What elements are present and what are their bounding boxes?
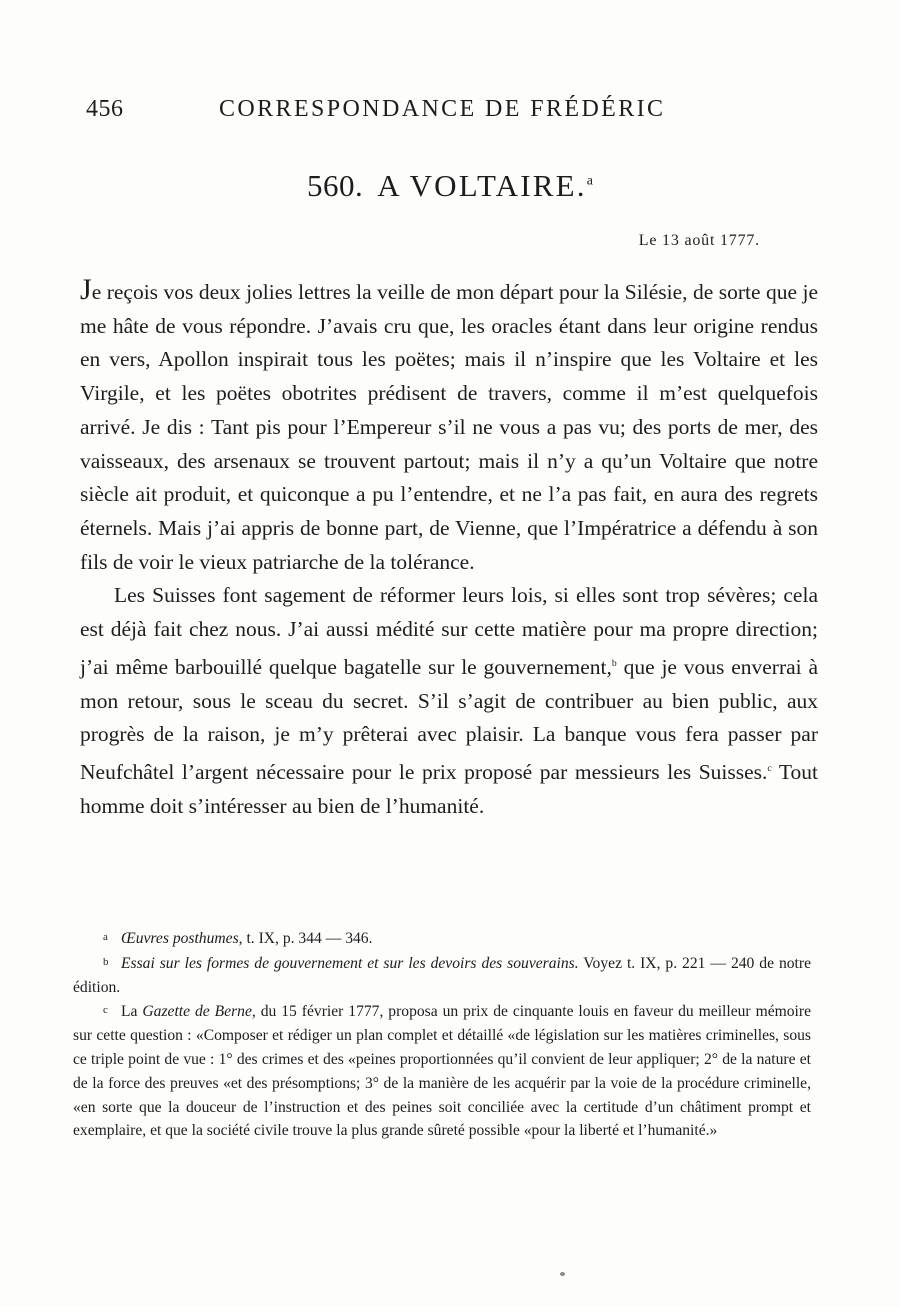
dateline: Le 13 août 1777. (638, 232, 760, 249)
footnote-a (73, 926, 811, 951)
footnote-c (73, 999, 811, 1143)
paragraph-1: Je reçois vos deux jolies lettres la veille de mon départ pour la Silésie, de sorte que je me hâte de vous répondre. J’avais cru que, les oracles étant dans leur origine rendus en vers, Apollon inspirait tous les poëtes; mais il n’inspire que les Voltaire et les Virgile, et les poëtes obotrites prédisent de travers, comme il m’est quelquefois arrivé. Je dis : Tant pis pour l’Empereur s’il ne vous a pas vu; des ports de mer, des vaisseaux, des arsenaux se trouvent partout; mais il n’y a qu’un Voltaire que notre siècle ait produit, et quiconque a pu l’entendre, et ne l’a pas fait, en aura des regrets éternels. Mais j’ai appris de bonne part, de Vienne, que l’Impératrice a défendu à son fils de voir le vieux patriarche de la tolérance. (80, 273, 818, 574)
footnote-marker: a (103, 931, 108, 943)
ink-speck (560, 1272, 565, 1276)
footnote-ref-c: c (767, 763, 772, 774)
footnote-marker: c (103, 1004, 108, 1017)
footnote-italic: Essai sur les formes de gouvernement et sur les devoirs des souverains. (121, 954, 579, 972)
footnote-italic: Gazette de Berne, (142, 1003, 256, 1021)
letter-number: 560. (307, 168, 364, 203)
footnote-ref-a: a (586, 173, 593, 189)
letter-heading (0, 168, 900, 204)
running-head (86, 96, 826, 130)
paragraph-2 (80, 579, 818, 823)
footnote-b (73, 951, 811, 1000)
footnote-marker: b (103, 955, 109, 968)
paragraph-2-part-a: Les Suisses font sagement de réformer leurs lois, si elles sont trop sévères; cela est déjà fait chez nous. J’ai aussi médité sur cette matière pour ma propre direction; j’ai même barbouillé quelque bagatelle sur le gouvernement, (80, 583, 818, 679)
footnote-ref-b: b (611, 657, 617, 669)
footnote-italic: Œuvres posthumes, (121, 930, 243, 947)
running-title: CORRESPONDANCE DE FRÉDÉRIC (219, 96, 666, 122)
footnote-text: du 15 février 1777, proposa un prix de cinquante louis en faveur du meilleur mémoire sur cette question : «Composer et rédiger un plan complet et détaillé «de législation sur les matières criminelles, sous ce triple point de vue : 1° des crimes et des «peines proportionnées qu’il convient de leur appliquer; 2° de la nature et de la force des preuves «et des présomptions; 3° de la manière de les acquérir par la voie de la procédure criminelle, «en sorte que la douceur de l’instruction et des peines soit conciliée avec la certitude d’un châtiment prompt et exemplaire, et que la société civile trouve la plus grande sûreté possible «pour la liberté et l’humanité.» (73, 1003, 811, 1140)
letter-title: A VOLTAIRE. (377, 168, 587, 203)
letter-body (80, 273, 818, 824)
paragraph-2-part-c: Tout homme doit s’intéresser au bien de l’humanité. (80, 760, 819, 818)
footnote-prefix: La (121, 1003, 143, 1021)
page-number: 456 (86, 96, 124, 122)
paragraph-2-part-b: que je vous enverrai à mon retour, sous le sceau du secret. S’il s’agit de contribuer au bien public, aux progrès de la raison, je m’y prêterai avec plaisir. La banque vous fera passer par Neufchâtel l’argent nécessaire pour le prix proposé par messieurs les Suisses. (80, 654, 819, 785)
footnote-text: Voyez t. IX, p. 221 — 240 de notre édition. (73, 954, 811, 996)
footnote-text: t. IX, p. 344 — 346. (242, 930, 373, 947)
footnotes (73, 926, 811, 1143)
